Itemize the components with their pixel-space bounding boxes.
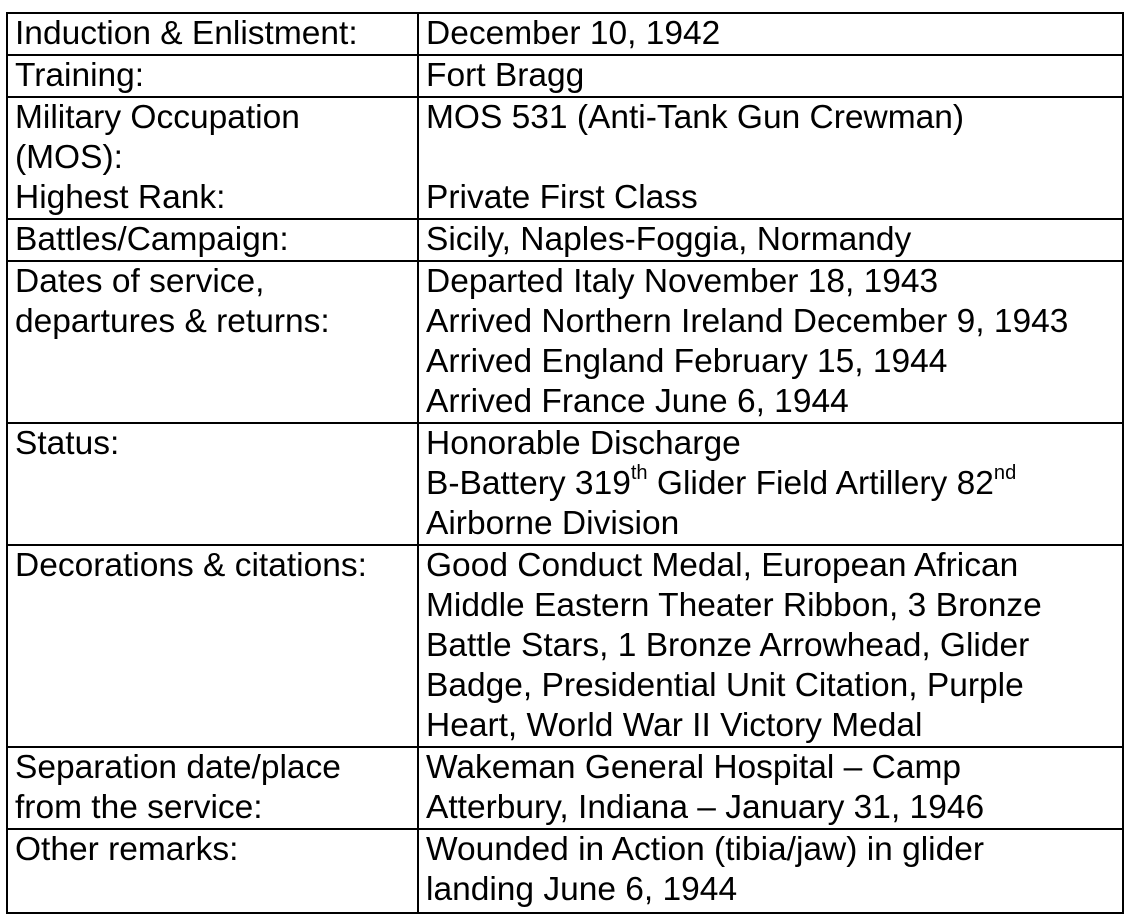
value-text: Heart, World War II Victory Medal: [426, 707, 923, 744]
label-text: Training:: [15, 57, 145, 94]
label-text: Induction & Enlistment:: [15, 15, 358, 52]
table-row-decorations: [7, 545, 1123, 747]
label-cell: [7, 423, 418, 545]
value-text: Private First Class: [426, 179, 698, 216]
table-row-dates-of-service: [7, 261, 1123, 423]
value-cell: [418, 545, 1123, 747]
value-cell: [418, 261, 1123, 423]
unit-text-b: Glider Field Artillery 82: [647, 465, 994, 502]
label-text: Status:: [15, 425, 120, 462]
label-text: from the service:: [15, 789, 263, 826]
table-row-induction: [7, 13, 1123, 55]
value-cell: [418, 423, 1123, 545]
service-record-table: [6, 12, 1124, 914]
table-row-status: [7, 423, 1123, 545]
value-text: Arrived France June 6, 1944: [426, 383, 849, 420]
value-text: Good Conduct Medal, European African: [426, 547, 1019, 584]
value-cell: [418, 219, 1123, 261]
value-cell: [418, 829, 1123, 913]
value-text: Honorable Discharge: [426, 425, 741, 462]
label-cell: [7, 55, 418, 97]
table-row-mos-rank: [7, 97, 1123, 219]
value-text: Arrived England February 15, 1944: [426, 343, 948, 380]
value-text: December 10, 1942: [426, 15, 721, 52]
value-text: Battle Stars, 1 Bronze Arrowhead, Glider: [426, 627, 1030, 664]
value-text: Badge, Presidential Unit Citation, Purple: [426, 667, 1024, 704]
label-text: Battles/Campaign:: [15, 221, 289, 258]
unit-line: [426, 461, 1122, 504]
value-cell: [418, 97, 1123, 219]
value-text: Atterbury, Indiana – January 31, 1946: [426, 789, 985, 826]
table-row-separation: [7, 747, 1123, 829]
label-text: Other remarks:: [15, 831, 239, 868]
value-text: Wakeman General Hospital – Camp: [426, 749, 961, 786]
value-text: Sicily, Naples-Foggia, Normandy: [426, 221, 912, 258]
label-text: Military Occupation: [15, 99, 300, 136]
value-cell: [418, 13, 1123, 55]
label-cell: [7, 747, 418, 829]
label-text: (MOS):: [15, 139, 123, 176]
ordinal-suffix-a: th: [630, 461, 648, 484]
label-text: Separation date/place: [15, 749, 341, 786]
label-text: Decorations & citations:: [15, 547, 367, 584]
value-text: Departed Italy November 18, 1943: [426, 263, 939, 300]
value-text: MOS 531 (Anti-Tank Gun Crewman): [426, 99, 965, 136]
value-text: Middle Eastern Theater Ribbon, 3 Bronze: [426, 587, 1042, 624]
value-text: [426, 138, 1122, 178]
label-text: Dates of service,: [15, 263, 265, 300]
value-text: Fort Bragg: [426, 57, 585, 94]
unit-text-a: B-Battery 319: [426, 465, 631, 502]
label-cell: [7, 829, 418, 913]
table-row-battles: [7, 219, 1123, 261]
label-cell: [7, 261, 418, 423]
ordinal-suffix-b: nd: [993, 461, 1017, 484]
value-text: Airborne Division: [426, 505, 680, 542]
value-text: Wounded in Action (tibia/jaw) in glider: [426, 831, 985, 868]
table-row-remarks: [7, 829, 1123, 913]
value-text: landing June 6, 1944: [426, 871, 738, 908]
label-text: departures & returns:: [15, 303, 330, 340]
label-cell: [7, 13, 418, 55]
table-row-training: [7, 55, 1123, 97]
value-cell: [418, 55, 1123, 97]
label-cell: [7, 97, 418, 219]
label-text: Highest Rank:: [15, 179, 226, 216]
value-cell: [418, 747, 1123, 829]
value-text: Arrived Northern Ireland December 9, 1943: [426, 303, 1069, 340]
label-cell: [7, 219, 418, 261]
label-cell: [7, 545, 418, 747]
